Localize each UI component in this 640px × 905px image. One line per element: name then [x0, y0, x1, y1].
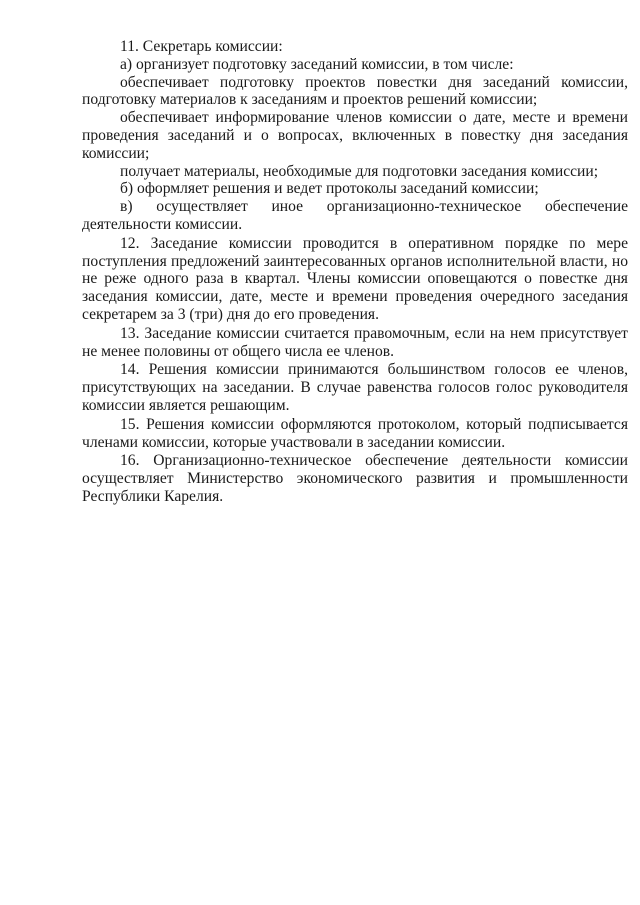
paragraph-11a: а) организует подготовку заседаний комиссии, в том числе: [120, 55, 514, 73]
paragraph-11b: б) оформляет решения и ведет протоколы заседаний комиссии; [120, 180, 539, 198]
paragraph-11c: в) осуществляет иное организационно-техническое обеспечение деятельности комиссии. [82, 198, 628, 233]
paragraph-11a-item-3: получает материалы, необходимые для подготовки заседания комиссии; [120, 162, 599, 180]
paragraph-11a-item-2: обеспечивает информирование членов комиссии о дате, месте и времени проведения заседаний и о вопросах, включенных в повестку дня заседания комиссии; [82, 109, 628, 162]
paragraph-12: 12. Заседание комиссии проводится в оперативном порядке по мере поступления предложений заинтересованных органов исполнительной власти, но не реже одного раза в квартал. Члены комиссии оповещаются о повестке дня заседания комиссии, дате, месте и времени проведения очередного заседания секретарем за 3 (три) дня до его проведения. [82, 234, 628, 323]
paragraph-11-title: 11. Секретарь комиссии: [120, 38, 283, 55]
paragraph-11a-item-1: обеспечивает подготовку проектов повестки дня заседаний комиссии, подготовку материалов к заседаниям и проектов решений комиссии; [82, 73, 628, 109]
paragraph-14: 14. Решения комиссии принимаются большинством голосов ее членов, присутствующих на заседании. В случае равенства голосов голос руководителя комиссии является решающим. [82, 361, 628, 414]
document-page [82, 38, 628, 506]
paragraph-15: 15. Решения комиссии оформляются протоколом, который подписывается членами комиссии, которые участвовали в заседании комиссии. [82, 415, 628, 451]
paragraph-16: 16. Организационно-техническое обеспечение деятельности комиссии осуществляет Министерство экономического развития и промышленности Республики Карелия. [82, 452, 628, 505]
paragraph-13: 13. Заседание комиссии считается правомочным, если на нем присутствует не менее половины от общего числа ее членов. [82, 324, 628, 360]
